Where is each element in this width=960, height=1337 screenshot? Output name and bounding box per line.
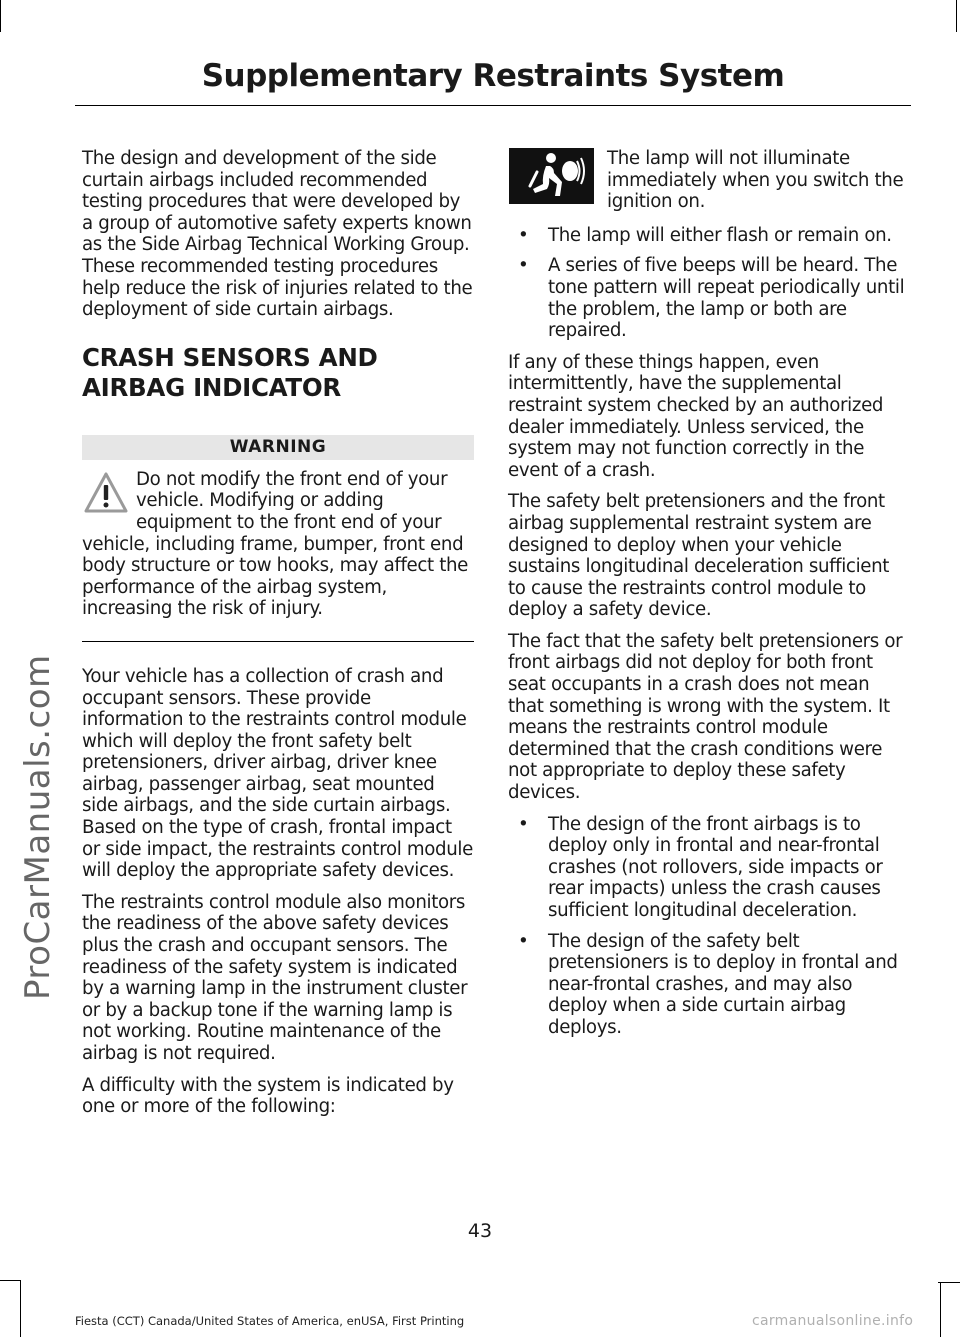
crop-mark [940, 1282, 941, 1337]
intro-paragraph: The design and development of the side curtain airbags included recommended testing procedures that were developed by a group of automotive safety experts known as the Side Airbag Technical Working Group. These recommended testing procedures help reduce the risk of injuries related to the deployment of side curtain airbags. [82, 148, 473, 321]
no-deploy-paragraph: The fact that the safety belt pretensioners or front airbags did not deploy for both front seat occupants in a crash does not mean that something is wrong with the system. It means the restraints control module determined that the crash conditions were not appropriate to deploy these safety devices. [508, 630, 903, 804]
warning-label: WARNING [82, 435, 474, 460]
left-column [82, 148, 474, 1128]
side-watermark: ProCarManuals.com [18, 654, 58, 1000]
readiness-paragraph: The restraints control module also monitors the readiness of the above safety devices plus the crash and occupant sensors. The readiness of the safety system is indicated by a warning lamp in the instrument cluster or by a backup tone if the warning lamp is not working. Routine maintenance of the airbag is not required. [82, 891, 468, 1064]
warning-divider [82, 641, 474, 642]
crop-mark [938, 1282, 960, 1283]
symptom-list [508, 225, 908, 342]
header-divider [75, 105, 911, 106]
section-heading [82, 343, 474, 403]
service-paragraph: If any of these things happen, even intermittently, have the supplemental restraint system checked by an authorized dealer immediately. Unless serviced, the system may not function correctly in the event of a crash. [508, 351, 884, 481]
list-item: • The design of the front airbags is to deploy only in frontal and near-frontal crashes (not rollovers, side impacts or rear impacts) unless the crash causes sufficient longitudinal deceleration. [508, 814, 908, 922]
sensors-paragraph: Your vehicle has a collection of crash and occupant sensors. These provide information to the restraints control module which will deploy the front safety belt pretensioners, driver airbag, driver knee airbag, passenger airbag, seat mounted side airbags, and the side curtain airbags. Based on the type of crash, frontal impact or side impact, the restraints control module will deploy the appropriate safety devices. [82, 665, 473, 882]
lamp-row [508, 148, 908, 213]
list-item: • The lamp will either flash or remain on. [508, 225, 908, 247]
page-title: Supplementary Restraints System [201, 58, 785, 94]
section-heading-line2: AIRBAG INDICATOR [82, 372, 341, 402]
page-number: 43 [467, 1220, 493, 1242]
crop-mark [0, 0, 1, 32]
crop-mark [956, 0, 957, 32]
section-heading-line1: CRASH SENSORS AND [82, 342, 378, 372]
difficulty-paragraph: A difficulty with the system is indicated by one or more of the following: [82, 1074, 454, 1118]
warning-text: Do not modify the front end of your vehicle. Modifying or adding equipment to the front end of your vehicle, including frame, bumper, front end body structure or tow hooks, may affect the performance of the airbag system, increasing the risk of injury. [82, 468, 468, 620]
warning-block [82, 469, 474, 620]
list-item: • The design of the safety belt pretensioners is to deploy in frontal and near-frontal crashes, and may also deploy when a side curtain airbag deploys. [508, 931, 908, 1039]
airbag-warning-lamp-icon [509, 148, 594, 204]
footer-watermark: carmanualsonline.info [752, 1313, 914, 1329]
right-column [508, 148, 908, 1049]
warning-triangle-icon [84, 471, 128, 515]
edition-footer: Fiesta (CCT) Canada/United States of America, enUSA, First Printing [75, 1314, 465, 1328]
crop-mark [20, 1280, 21, 1337]
design-list [508, 814, 908, 1039]
list-item: • A series of five beeps will be heard. The tone pattern will repeat periodically until the problem, the lamp or both are repaired. [508, 255, 908, 341]
lamp-text: The lamp will not illuminate immediately when you switch the ignition on. [607, 148, 904, 213]
pretensioner-paragraph: The safety belt pretensioners and the front airbag supplemental restraint system are designed to deploy when your vehicle sustains longitudinal deceleration sufficient to cause the restraints control module to deploy a safety device. [508, 491, 890, 621]
crop-mark [0, 1280, 20, 1281]
